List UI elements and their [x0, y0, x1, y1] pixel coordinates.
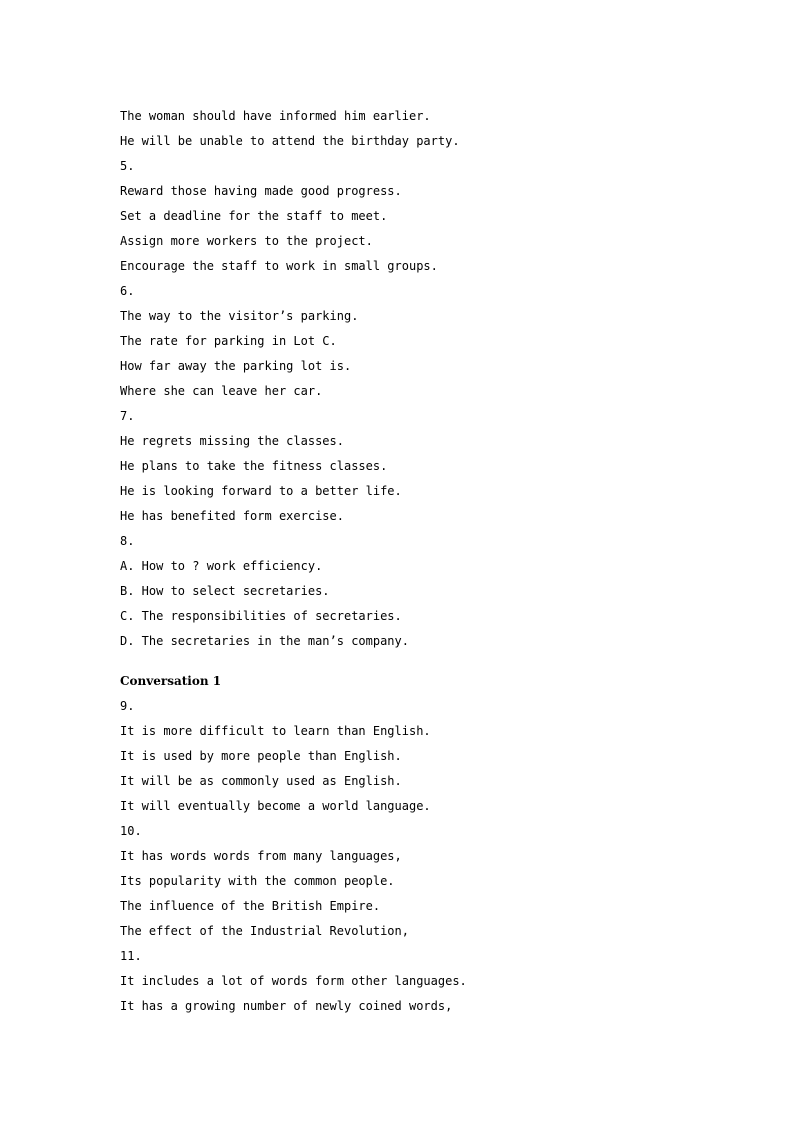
- answer-option: The influence of the British Empire.: [120, 899, 381, 913]
- answer-option: D. The secretaries in the man’s company.: [120, 634, 409, 648]
- question-number: 9.: [120, 699, 135, 713]
- question-number: 7.: [120, 409, 135, 423]
- question-number: 8.: [120, 534, 135, 548]
- answer-option: C. The responsibilities of secretaries.: [120, 609, 402, 623]
- answer-option: He plans to take the fitness classes.: [120, 459, 388, 473]
- answer-option: How far away the parking lot is.: [120, 359, 352, 373]
- answer-option: Where she can leave her car.: [120, 384, 323, 398]
- question-number: 11.: [120, 949, 142, 963]
- answer-option: It is used by more people than English.: [120, 749, 402, 763]
- question-number: 5.: [120, 159, 135, 173]
- answer-option: He will be unable to attend the birthday party.: [120, 134, 460, 148]
- answer-option: It includes a lot of words form other languages.: [120, 974, 467, 988]
- answer-option: The woman should have informed him earlier.: [120, 109, 431, 123]
- answer-option: The effect of the Industrial Revolution,: [120, 924, 409, 938]
- answer-option: B. How to select secretaries.: [120, 584, 330, 598]
- question-number: 10.: [120, 824, 142, 838]
- answer-option: Reward those having made good progress.: [120, 184, 402, 198]
- question-number: 6.: [120, 284, 135, 298]
- answer-option: He is looking forward to a better life.: [120, 484, 402, 498]
- answer-option: A. How to ? work efficiency.: [120, 559, 323, 573]
- answer-option: It is more difficult to learn than English.: [120, 724, 431, 738]
- answer-option: It has a growing number of newly coined words,: [120, 999, 453, 1013]
- answer-option: The rate for parking in Lot C.: [120, 334, 337, 348]
- answer-option: He regrets missing the classes.: [120, 434, 344, 448]
- answer-option: Encourage the staff to work in small groups.: [120, 259, 438, 273]
- answer-option: It will eventually become a world language.: [120, 799, 431, 813]
- answer-option: It will be as commonly used as English.: [120, 774, 402, 788]
- answer-option: The way to the visitor’s parking.: [120, 309, 359, 323]
- section-heading: Conversation 1: [120, 674, 222, 688]
- answer-option: Assign more workers to the project.: [120, 234, 373, 248]
- document-content: [120, 104, 680, 1019]
- answer-option: Set a deadline for the staff to meet.: [120, 209, 388, 223]
- answer-option: Its popularity with the common people.: [120, 874, 395, 888]
- answer-option: He has benefited form exercise.: [120, 509, 344, 523]
- answer-option: It has words words from many languages,: [120, 849, 402, 863]
